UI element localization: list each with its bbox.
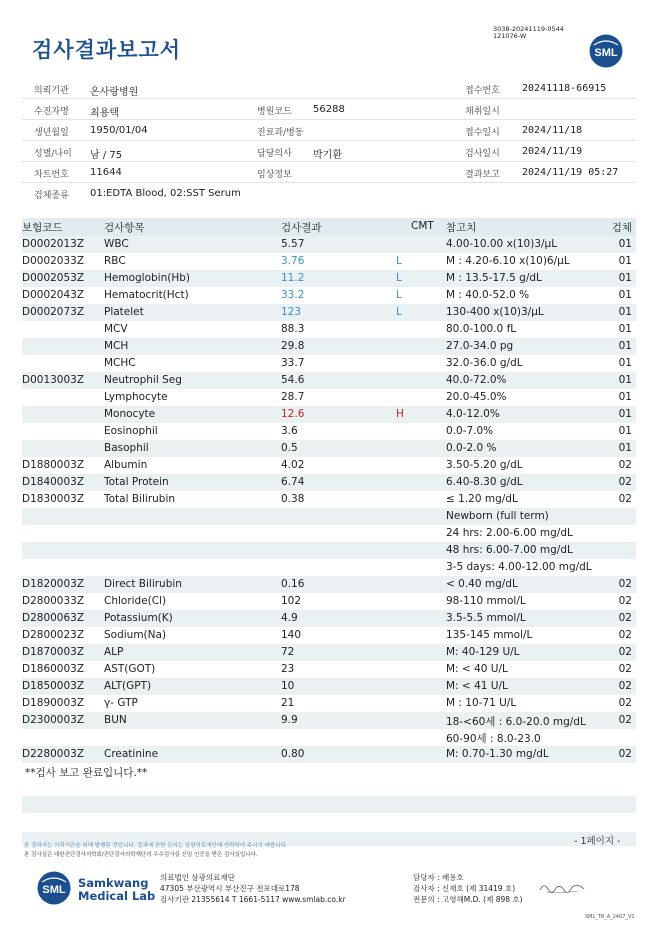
result-item: Chloride(Cl): [104, 595, 167, 607]
result-code: D1870003Z: [22, 646, 85, 658]
result-reference: 3.5-5.5 mmol/L: [446, 612, 526, 624]
result-specimen: 02: [618, 714, 632, 726]
result-row: [22, 338, 636, 355]
staff-label: 담당자 :: [413, 873, 440, 882]
result-code: D0002033Z: [22, 255, 85, 267]
info-value: 2024/11/19 05:27: [522, 167, 619, 178]
result-code: D1850003Z: [22, 680, 85, 692]
result-specimen: 01: [618, 289, 632, 301]
report-complete-note: **검사 보고 완료입니다.**: [25, 767, 148, 779]
result-specimen: 02: [618, 663, 632, 675]
form-code: SML_TR_A_2407_V1: [585, 914, 635, 920]
result-value: 23: [281, 663, 295, 675]
result-reference: 4.00-10.00 x(10)3/μL: [446, 238, 558, 250]
result-item: Monocyte: [104, 408, 156, 420]
result-code: D1840003Z: [22, 476, 85, 488]
result-reference: < 0.40 mg/dL: [446, 578, 518, 590]
result-reference: 24 hrs: 2.00-6.00 mg/dL: [446, 527, 573, 539]
result-specimen: 02: [618, 629, 632, 641]
sml-logo-text: SML: [594, 47, 618, 59]
result-value: 0.5: [281, 442, 298, 454]
result-item: MCHC: [104, 357, 136, 369]
result-code: D1860003Z: [22, 663, 85, 675]
signature-image: [538, 880, 588, 896]
result-specimen: 01: [618, 391, 632, 403]
info-row: [22, 162, 636, 183]
result-item: ALT(GPT): [104, 680, 152, 692]
info-label: 진료과/병동: [257, 128, 304, 138]
footnote-line-2: 본 검사실은 대한진단검사의학회/진단검사의학재단의 우수검사실 신임 인증을 받은 검사실입니다.: [24, 852, 258, 858]
result-value: 3.76: [281, 255, 305, 267]
result-value: 4.9: [281, 612, 298, 624]
result-specimen: 02: [618, 697, 632, 709]
result-code: D0002053Z: [22, 272, 85, 284]
result-value: 0.38: [281, 493, 305, 505]
info-label: 채취일시: [465, 107, 500, 117]
result-row: [22, 457, 636, 474]
result-reference: 20.0-45.0%: [446, 391, 507, 403]
result-reference: 27.0-34.0 pg: [446, 340, 514, 352]
info-value: 11644: [90, 167, 122, 178]
result-item: Total Bilirubin: [104, 493, 176, 505]
result-code: D2800023Z: [22, 629, 85, 641]
result-value: 3.6: [281, 425, 298, 437]
result-specimen: 01: [618, 408, 632, 420]
result-specimen: 01: [618, 238, 632, 250]
result-reference: M: 40-129 U/L: [446, 646, 520, 658]
result-row: [22, 593, 636, 610]
info-label: 병원코드: [257, 107, 292, 117]
report-title: 검사결과보고서: [32, 38, 182, 62]
sml-logo-icon: [588, 33, 624, 69]
staff-value: 고영해M.D. (제 898 호): [442, 895, 523, 904]
result-value: 10: [281, 680, 295, 692]
info-label: 성별/나이: [34, 149, 72, 159]
result-row: [22, 355, 636, 372]
result-reference: 4.0-12.0%: [446, 408, 500, 420]
result-row: [22, 406, 636, 423]
result-specimen: 02: [618, 493, 632, 505]
info-label: 의뢰기관: [34, 86, 69, 96]
result-value: 21: [281, 697, 295, 709]
result-specimen: 01: [618, 272, 632, 284]
result-item: ALP: [104, 646, 124, 658]
result-row: [22, 236, 636, 253]
result-reference: 40.0-72.0%: [446, 374, 507, 386]
result-item: Neutrophil Seg: [104, 374, 182, 386]
info-value: 1950/01/04: [90, 125, 148, 136]
result-reference: M: < 41 U/L: [446, 680, 508, 692]
result-row: [22, 644, 636, 661]
result-code: D0013003Z: [22, 374, 85, 386]
result-item: Albumin: [104, 459, 148, 471]
result-item: WBC: [104, 238, 129, 250]
result-flag: L: [396, 306, 402, 318]
result-item: Direct Bilirubin: [104, 578, 182, 590]
result-row: [22, 270, 636, 287]
result-code: D2300003Z: [22, 714, 85, 726]
result-item: Hemoglobin(Hb): [104, 272, 191, 284]
result-value: 6.74: [281, 476, 305, 488]
result-reference: 80.0-100.0 fL: [446, 323, 517, 335]
staff-line-3: [413, 894, 523, 905]
org-line-2: 47305 부산광역시 부산진구 전포대로178: [160, 884, 300, 893]
result-reference: 0.0-7.0%: [446, 425, 494, 437]
result-value: 33.2: [281, 289, 305, 301]
result-reference: 3-5 days: 4.00-12.00 mg/dL: [446, 561, 592, 573]
result-row: [22, 712, 636, 729]
result-flag: L: [396, 289, 402, 301]
result-value: 72: [281, 646, 295, 658]
info-value: 20241118-66915: [522, 83, 607, 94]
result-reference: Newborn (full term): [446, 510, 549, 522]
result-item: Hematocrit(Hct): [104, 289, 189, 301]
result-value: 28.7: [281, 391, 305, 403]
result-row: [22, 440, 636, 457]
report-codes: [493, 26, 564, 40]
result-item: Creatinine: [104, 748, 159, 760]
result-row: [22, 491, 636, 508]
report-complete-row: [22, 763, 636, 780]
info-row: [22, 78, 636, 99]
result-item: Basophil: [104, 442, 149, 454]
header-result: 검사결과: [281, 222, 322, 234]
specimen-value: 01:EDTA Blood, 02:SST Serum: [90, 188, 241, 199]
result-value: 33.7: [281, 357, 305, 369]
header-item: 검사항목: [104, 222, 145, 234]
brand-line-2: Medical Lab: [78, 889, 156, 903]
result-code: D1890003Z: [22, 697, 85, 709]
results-header-row: [22, 218, 636, 236]
result-reference: M: 0.70-1.30 mg/dL: [446, 748, 549, 760]
result-specimen: 01: [618, 425, 632, 437]
result-row: [22, 372, 636, 389]
result-row: [22, 508, 636, 525]
result-reference: 0.0-2.0 %: [446, 442, 497, 454]
result-code: D1830003Z: [22, 493, 85, 505]
result-value: 102: [281, 595, 302, 607]
result-item: BUN: [104, 714, 127, 726]
result-value: 123: [281, 306, 302, 318]
result-value: 9.9: [281, 714, 298, 726]
result-row: [22, 474, 636, 491]
result-item: RBC: [104, 255, 126, 267]
result-code: D0002073Z: [22, 306, 85, 318]
result-item: Sodium(Na): [104, 629, 167, 641]
result-reference: 135-145 mmol/L: [446, 629, 533, 641]
result-code: D1820003Z: [22, 578, 85, 590]
specimen-label: 검체종류: [34, 191, 69, 201]
result-specimen: 02: [618, 612, 632, 624]
brand-line-1: Samkwang: [78, 876, 149, 890]
result-row: [22, 542, 636, 559]
result-specimen: 02: [618, 748, 632, 760]
result-reference: 48 hrs: 6.00-7.00 mg/dL: [446, 544, 573, 556]
result-value: 0.16: [281, 578, 305, 590]
result-reference: 98-110 mmol/L: [446, 595, 526, 607]
results-table: [22, 218, 636, 780]
result-reference: 6.40-8.30 g/dL: [446, 476, 523, 488]
staff-info: [413, 872, 523, 905]
org-line-3: 검사기관 21355614 T 1661-5117 www.smlab.co.kr: [160, 895, 346, 904]
staff-line-1: [413, 872, 523, 883]
result-specimen: 01: [618, 323, 632, 335]
info-label: 담당의사: [257, 149, 292, 159]
info-label: 생년월일: [34, 128, 69, 138]
result-value: 12.6: [281, 408, 305, 420]
result-value: 140: [281, 629, 302, 641]
result-specimen: 01: [618, 374, 632, 386]
org-line-1: 의료법인 삼광의료재단: [160, 873, 235, 882]
result-specimen: 02: [618, 578, 632, 590]
result-code: D1880003Z: [22, 459, 85, 471]
result-code: D2280003Z: [22, 748, 85, 760]
brand-name: [78, 877, 155, 903]
result-reference: M: < 40 U/L: [446, 663, 508, 675]
header-reference: 참고치: [446, 222, 477, 234]
sml-footer-logo-text: SML: [42, 884, 66, 896]
sml-footer-logo-icon: [36, 870, 72, 906]
page-number: - 1페이지 -: [574, 836, 621, 847]
result-value: 0.80: [281, 748, 305, 760]
result-flag: L: [396, 255, 402, 267]
result-reference: M : 40.0-52.0 %: [446, 289, 530, 301]
result-value: 5.57: [281, 238, 305, 250]
specimen-row: [22, 183, 636, 204]
result-item: Potassium(K): [104, 612, 173, 624]
result-row: [22, 389, 636, 406]
result-flag: L: [396, 272, 402, 284]
result-specimen: 01: [618, 357, 632, 369]
info-label: 접수일시: [465, 128, 500, 138]
info-value: 남 / 75: [90, 150, 123, 161]
info-value: 최용택: [90, 108, 119, 119]
result-code: D0002043Z: [22, 289, 85, 301]
result-item: Lymphocyte: [104, 391, 168, 403]
header-code: 보험코드: [22, 222, 63, 234]
result-row: [22, 559, 636, 576]
info-label: 결과보고: [465, 170, 500, 180]
result-reference: 130-400 x(10)3/μL: [446, 306, 544, 318]
result-code: D2800063Z: [22, 612, 85, 624]
result-item: γ- GTP: [104, 697, 138, 709]
staff-value: 배용호: [442, 873, 464, 882]
result-reference: 60-90세 : 8.0-23.0: [446, 733, 541, 745]
organization-info: [160, 872, 346, 905]
info-label: 검사일시: [465, 149, 500, 159]
header-cmt: CMT: [411, 220, 434, 232]
result-value: 29.8: [281, 340, 305, 352]
result-item: Platelet: [104, 306, 144, 318]
result-value: 11.2: [281, 272, 305, 284]
result-code: D0002013Z: [22, 238, 85, 250]
info-value: 온사랑병원: [90, 87, 139, 98]
result-specimen: 02: [618, 646, 632, 658]
result-row: [22, 678, 636, 695]
result-row: [22, 627, 636, 644]
result-specimen: 02: [618, 459, 632, 471]
result-specimen: 01: [618, 255, 632, 267]
info-label: 임상정보: [257, 170, 292, 180]
result-reference: ≤ 1.20 mg/dL: [446, 493, 518, 505]
report-code-2: 121076-W: [493, 32, 527, 40]
result-specimen: 02: [618, 680, 632, 692]
result-row: [22, 695, 636, 712]
result-specimen: 01: [618, 442, 632, 454]
info-row: [22, 120, 636, 141]
report-code-1: 3038-20241119-0544: [493, 25, 564, 33]
result-row: [22, 253, 636, 270]
staff-value: 신재호 (제 31419 호): [442, 884, 516, 893]
result-row: [22, 287, 636, 304]
result-specimen: 01: [618, 340, 632, 352]
result-item: MCH: [104, 340, 129, 352]
result-row: [22, 610, 636, 627]
info-label: 수진자명: [34, 107, 69, 117]
result-item: Total Protein: [104, 476, 169, 488]
result-reference: M : 4.20-6.10 x(10)6/μL: [446, 255, 570, 267]
result-specimen: 01: [618, 306, 632, 318]
result-specimen: 02: [618, 595, 632, 607]
results-body: [22, 236, 636, 780]
info-value: 56288: [313, 104, 345, 115]
result-row: [22, 746, 636, 763]
result-reference: 3.50-5.20 g/dL: [446, 459, 523, 471]
result-row: [22, 304, 636, 321]
result-row: [22, 525, 636, 542]
result-row: [22, 321, 636, 338]
header-specimen: 검체: [611, 222, 632, 234]
result-item: MCV: [104, 323, 128, 335]
result-reference: M : 13.5-17.5 g/dL: [446, 272, 542, 284]
result-reference: 32.0-36.0 g/dL: [446, 357, 523, 369]
result-value: 4.02: [281, 459, 305, 471]
info-value: 2024/11/19: [522, 146, 583, 157]
info-row: [22, 141, 636, 162]
result-reference: 18-<60세 : 6.0-20.0 mg/dL: [446, 716, 586, 728]
result-row: [22, 729, 636, 746]
result-value: 54.6: [281, 374, 305, 386]
info-label: 차트번호: [34, 170, 69, 180]
staff-line-2: [413, 883, 523, 894]
result-specimen: 02: [618, 476, 632, 488]
info-value: 박기환: [313, 150, 342, 161]
staff-label: 검사자 :: [413, 884, 440, 893]
patient-info: [22, 78, 636, 204]
result-item: Eosinophil: [104, 425, 158, 437]
blank-stripe: [22, 796, 636, 813]
info-label: 접수번호: [465, 86, 500, 96]
info-row: [22, 99, 636, 120]
result-flag: H: [396, 408, 404, 420]
result-reference: M : 10-71 U/L: [446, 697, 517, 709]
info-value: 2024/11/18: [522, 125, 583, 136]
result-value: 88.3: [281, 323, 305, 335]
result-item: AST(GOT): [104, 663, 156, 675]
result-row: [22, 576, 636, 593]
result-code: D2800033Z: [22, 595, 85, 607]
result-row: [22, 661, 636, 678]
footnote-line-1: 본 결과지는 의뢰기관을 위해 발행된 것입니다. 결과에 관한 문의는 삼광의료재단에 연락하여 주시기 바랍니다.: [24, 843, 288, 849]
staff-label: 전문의 :: [413, 895, 440, 904]
result-row: [22, 423, 636, 440]
